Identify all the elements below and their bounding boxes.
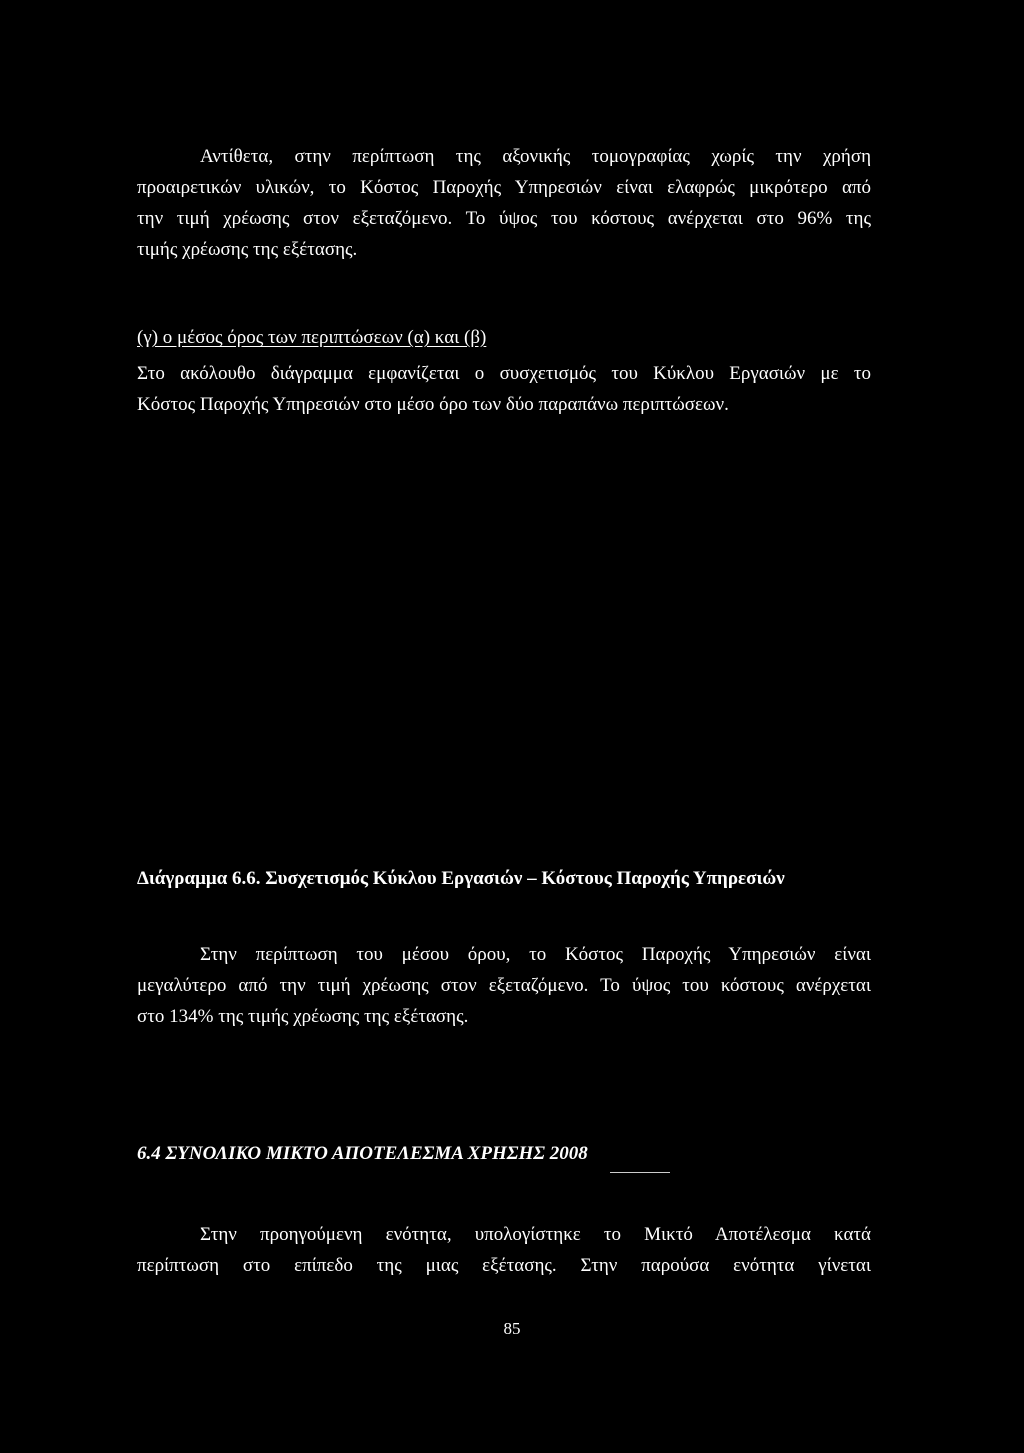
- paragraph-line: την τιμή χρέωσης στον εξεταζόμενο. Το ύψος του κόστους ανέρχεται στο 96% της: [137, 208, 871, 229]
- page-number: 85: [503, 1319, 521, 1338]
- diagram-area: [137, 470, 871, 850]
- section-heading-rule: [610, 1172, 670, 1173]
- section-heading: 6.4 ΣΥΝΟΛΙΚΟ ΜΙΚΤΟ ΑΠΟΤΕΛΕΣΜΑ ΧΡΗΣΗΣ 2008: [137, 1143, 588, 1164]
- paragraph-service-cost-ct: [137, 141, 871, 265]
- paragraph-average-cost: [137, 939, 871, 1032]
- paragraph-line: Στην προηγούμενη ενότητα, υπολογίστηκε το Μικτό Αποτέλεσμα κατά: [200, 1224, 871, 1245]
- diagram-caption: Διάγραμμα 6.6. Συσχετισμός Κύκλου Εργασιών – Κόστους Παροχής Υπηρεσιών: [137, 868, 785, 889]
- paragraph-line: μεγαλύτερο από την τιμή χρέωσης στον εξεταζόμενο. Το ύψος του κόστους ανέρχεται: [137, 975, 871, 996]
- paragraph-line: περίπτωση στο επίπεδο της μιας εξέτασης. Στην παρούσα ενότητα γίνεται: [137, 1255, 871, 1276]
- paragraph-line: Κόστος Παροχής Υπηρεσιών στο μέσο όρο των δύο παραπάνω περιπτώσεων.: [137, 394, 729, 415]
- subheading-average-case: (γ) ο μέσος όρος των περιπτώσεων (α) και (β): [137, 327, 487, 348]
- paragraph-line: τιμής χρέωσης της εξέτασης.: [137, 239, 358, 260]
- paragraph-line: προαιρετικών υλικών, το Κόστος Παροχής Υπηρεσιών είναι ελαφρώς μικρότερο από: [137, 177, 871, 198]
- paragraph-line: Αντίθετα, στην περίπτωση της αξονικής τομογραφίας χωρίς την χρήση: [200, 146, 871, 167]
- paragraph-line: στο 134% της τιμής χρέωσης της εξέτασης.: [137, 1006, 469, 1027]
- paragraph-line: Στην περίπτωση του μέσου όρου, το Κόστος Παροχής Υπηρεσιών είναι: [200, 944, 871, 965]
- paragraph-diagram-intro: [137, 358, 871, 420]
- paragraph-next-section: [137, 1219, 871, 1281]
- paragraph-line: Στο ακόλουθο διάγραμμα εμφανίζεται ο συσχετισμός του Κύκλου Εργασιών με το: [137, 363, 871, 384]
